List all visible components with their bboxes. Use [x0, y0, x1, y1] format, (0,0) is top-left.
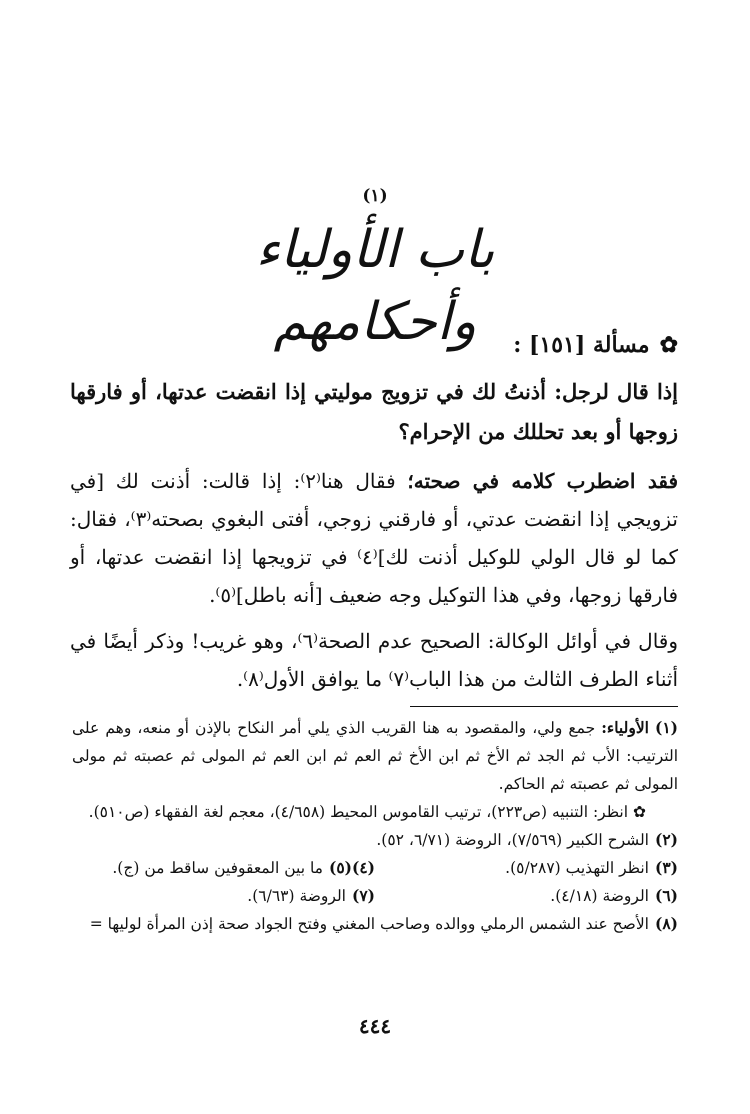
footnote-2 — [72, 826, 678, 854]
flower-ornament-icon: ✿ — [659, 332, 678, 358]
footnote-text: الروضة (٦/٦٣). — [247, 887, 346, 905]
footnote-text: انظر: التنبيه (ص٢٢٣)، ترتيب القاموس المحيط (٤/٦٥٨)، معجم لغة الفقهاء (ص٥١٠). — [88, 803, 629, 821]
masala-heading — [60, 330, 678, 360]
footnote-divider — [410, 706, 678, 707]
footnotes — [72, 714, 678, 938]
footnote-number: (١) — [654, 718, 678, 737]
footnote-8 — [72, 910, 678, 938]
paragraph-2: وقال في أوائل الوكالة: الصحيح عدم الصحة⁽٦⁾، وهو غريب! وذكر أيضًا في أثناء الطرف الثالث من هذا الباب⁽٧⁾ ما يوافق الأول⁽٨⁾. — [70, 629, 679, 691]
footnote-3 — [375, 854, 678, 882]
footnote-number: (٤)(٥) — [328, 858, 375, 877]
footnote-text: الشرح الكبير (٧/٥٦٩)، الروضة (٦/٧١، ٥٢). — [376, 831, 649, 849]
chapter-title: باب الأولياء وأحكامهم — [255, 220, 495, 352]
footnote-text: ما بين المعقوفين ساقط من (ج). — [112, 859, 323, 877]
footnote-term: الأولياء: — [601, 718, 649, 737]
footnote-1-references — [72, 798, 678, 826]
footnote-number: (٧) — [351, 886, 375, 905]
footnote-number: (٣) — [654, 858, 678, 877]
footnote-6 — [375, 882, 678, 910]
footnote-text: الروضة (٤/١٨). — [550, 887, 649, 905]
footnote-text: انظر التهذيب (٥/٢٨٧). — [505, 859, 649, 877]
paragraph-1-text: فقال هنا⁽٢⁾: إذا قالت: أذنت لك [في تزويجي إذا انقضت عدتي، أو فارقني زوجي، أفتى البغوي بصحته⁽٣⁾، فقال: كما لو قال الولي للوكيل أذنت لك]⁽٤⁾ في تزويجها إذا انقضت عدتها، أو فارقها زوجها، وفي هذا التوكيل وجه ضعيف [أنه باطل]⁽٥⁾. — [70, 469, 679, 607]
page-number: ٤٤٤ — [358, 1014, 392, 1038]
footnote-text: جمع ولي، والمقصود به هنا القريب الذي يلي أمر النكاح بالإذن أو منعه، وهم على الترتيب: الأب ثم الجد ثم الأخ ثم ابن الأخ ثم العم ثم ابن العم ثم المولى ثم عصبته ثم مولى المولى ثم عصبته ثم الحاكم. — [72, 719, 678, 793]
footnote-4-5 — [72, 854, 375, 882]
footnote-7 — [72, 882, 375, 910]
footnote-1 — [72, 714, 678, 798]
footnote-row-3-45 — [72, 854, 678, 882]
paragraph-1 — [70, 462, 678, 614]
flower-ornament-icon: ✿ — [633, 803, 646, 821]
paragraph-1-lead: فقد اضطرب كلامه في صحته؛ — [407, 469, 679, 493]
footnote-number: (٢) — [654, 830, 678, 849]
footnote-row-6-7 — [72, 882, 678, 910]
footnote-number: (٦) — [654, 886, 678, 905]
question-text: إذا قال لرجل: أذنتُ لك في تزويج موليتي إذا انقضت عدتها، أو فارقها زوجها أو بعد تحللك من الإحرام؟ — [70, 379, 678, 444]
footnote-number: (٨) — [654, 914, 678, 933]
footnote-text: الأصح عند الشمس الرملي ووالده وصاحب المغني وفتح الجواد صحة إذن المرأة لوليها = — [89, 915, 649, 933]
masala-label: مسألة [١٥١] : — [513, 332, 650, 358]
chapter-footnote-marker: (١) — [362, 186, 388, 206]
